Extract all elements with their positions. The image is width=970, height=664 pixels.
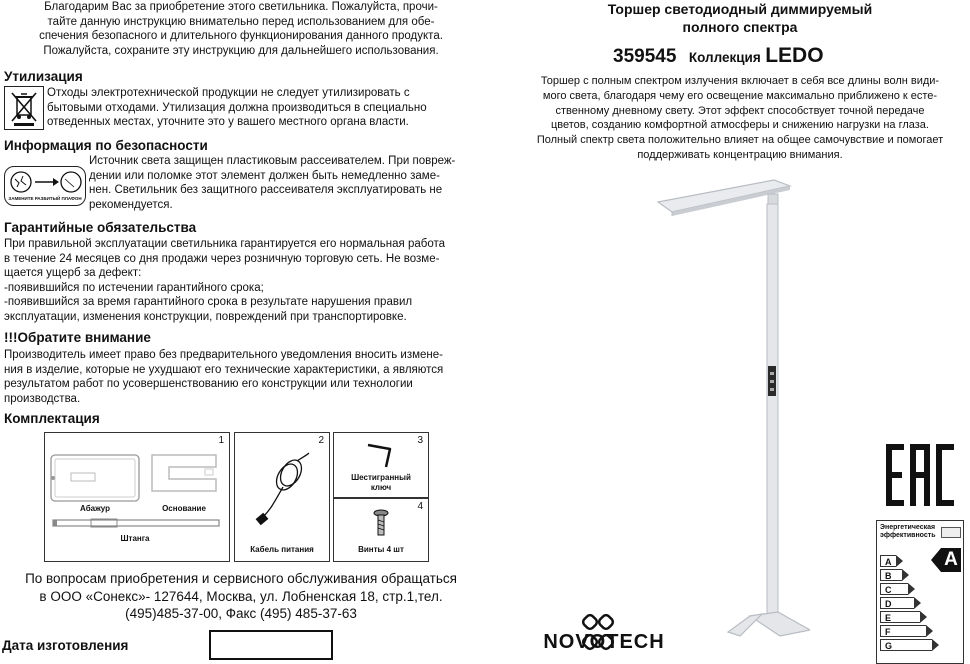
kit-item-number: 3 (417, 435, 423, 446)
product-code: 359545 (613, 46, 677, 67)
screw-icon (372, 509, 390, 539)
energy-label-title: Энергетическая эффективность (880, 524, 936, 539)
safety-heading: Информация по безопасности (4, 138, 208, 153)
floor-lamp-illustration (650, 176, 810, 638)
disposal-heading: Утилизация (4, 69, 83, 84)
screws-label: Винты 4 шт (358, 545, 404, 554)
hex-key-icon (364, 439, 396, 469)
collection-label: Коллекция (688, 50, 761, 65)
energy-efficiency-label (876, 520, 964, 664)
rod-drawing (51, 517, 223, 529)
replace-broken-shade-icon (4, 166, 86, 206)
lamp-shade-drawing (49, 453, 141, 503)
energy-class-g: G (880, 639, 932, 651)
attention-heading: !!!Обратите внимание (4, 330, 151, 345)
contacts-text: По вопросам приобретения и сервисного обслуживания обращаться в ООО «Сонекс»- 127644, Москва, ул. Лобненская 18, стр.1,тел. (495)485-37-00, Факс (495) 485-37-63 (25, 571, 457, 621)
rod-label: Штанга (120, 534, 150, 543)
product-code-line (613, 44, 824, 68)
shade-label: Абажур (80, 504, 110, 513)
energy-class-d: D (880, 597, 914, 609)
kit-item-lamp-parts (44, 432, 230, 562)
hex-key-label: Шестигранный ключ (351, 473, 411, 492)
power-cable-icon (253, 451, 311, 531)
kit-item-number: 2 (318, 435, 324, 446)
lamp-base-drawing (149, 451, 219, 495)
attention-text: Производитель имеет право без предварительного уведомления вносить измене- ния в изделие, которые не ухудшают его технические характеристики, а являются результатом работ по усовершенствованию его конструкции или технологии производства. (4, 349, 444, 405)
energy-class-f: F (880, 625, 926, 637)
energy-class-e: E (880, 611, 920, 623)
kit-heading: Комплектация (4, 411, 100, 426)
product-title: Торшер светодиодный диммируемый полного спектра (607, 1, 873, 35)
energy-class-c: C (880, 583, 908, 595)
warranty-heading: Гарантийные обязательства (4, 220, 197, 235)
manufacture-date-label: Дата изготовления (2, 638, 129, 653)
kit-item-number: 4 (417, 501, 423, 512)
product-description: Торшер с полным спектром излучения включает в себя все длины волн види- мого света, благодаря чему его освещение максимально приближено к есте- ственному дневному свету. Этот эффект способствует точной передаче цветов, созданию комфортной атмосферы и снижению нагрузки на глаза. Полный спектр света положительно влияет на общее самочувствие и помогает поддерживать концентрацию внимания. (536, 75, 944, 161)
brand-name: NOVOTECH (543, 631, 665, 653)
energy-class-a: A (880, 555, 896, 567)
kit-item-number: 1 (218, 435, 224, 446)
kit-item-power-cable (234, 432, 330, 562)
kit-item-screws (333, 498, 429, 562)
kit-item-hex-key (333, 432, 429, 498)
manufacture-date-field (209, 630, 333, 660)
disposal-text: Отходы электротехнической продукции не следует утилизировать с бытовыми отходами. Утилизация должна производиться в специально отведенных местах, уточните это у вашего местного органа власти. (47, 87, 427, 128)
novotech-logo (514, 614, 694, 654)
base-label: Основание (162, 504, 206, 513)
replace-shade-caption: ЗАМЕНИТЕ РАЗБИТЫЙ ПЛАФОН (8, 196, 82, 201)
eac-certification-mark (884, 442, 956, 508)
energy-label-flag (941, 527, 961, 538)
power-cable-label: Кабель питания (250, 545, 314, 554)
energy-rating-value: A (944, 549, 958, 570)
safety-text: Источник света защищен пластиковым рассеивателем. При повреж- дении или поломке этот элемент должен быть немедленно заме- нен. Светильник без защитного рассеивателя эксплуатировать не рекомендуется. (89, 155, 456, 211)
warranty-text: При правильной эксплуатации светильника гарантируется его нормальная работа в течение 24 месяцев со дня продажи через розничную торговую сеть. Не возме- щается ущерб за дефект: -появившийся по истечении гарантийного срока; -появившийся за время гарантийного срока в результате нарушения правил эксплуатации, изменения конструкции, повреждений при транспортировке. (4, 238, 446, 323)
weee-bin-icon (4, 86, 44, 130)
energy-class-b: B (880, 569, 902, 581)
intro-text: Благодарим Вас за приобретение этого светильника. Пожалуйста, прочи- тайте данную инструкцию внимательно перед использованием для обе- спечения безопасного и длительного функционирования данного продукта. Пожалуйста, сохраните эту инструкцию для дальнейшего использования. (39, 1, 443, 57)
collection-name: LEDO (765, 44, 824, 67)
